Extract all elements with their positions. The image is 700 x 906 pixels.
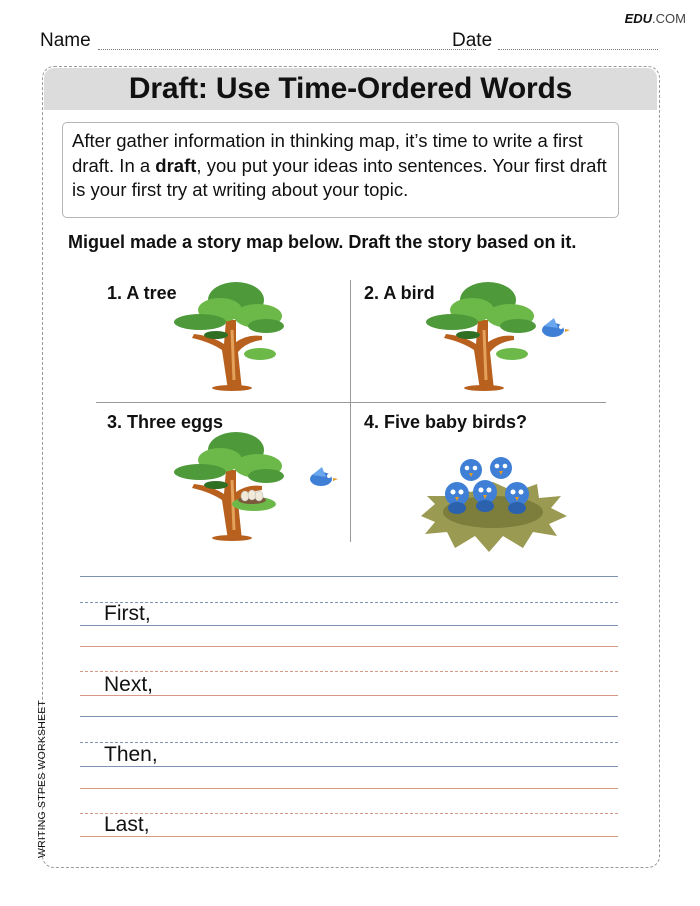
story-label-4: 4. Five baby birds? <box>364 412 528 432</box>
guide-line <box>80 788 618 789</box>
guide-line <box>80 625 618 626</box>
guide-line <box>80 836 618 837</box>
page-title: Draft: Use Time-Ordered Words <box>128 72 573 105</box>
story-label-1: 1. A tree <box>107 283 177 303</box>
tree-icon <box>170 280 290 392</box>
brand-logo <box>625 11 686 26</box>
title-band <box>44 68 657 110</box>
name-date-bar <box>40 30 660 54</box>
writing-label-then: Then, <box>104 743 158 766</box>
side-label: WRITING STPES WORKSHEET <box>36 699 48 858</box>
tree-with-eggs-icon <box>170 430 340 542</box>
grid-horizontal-divider <box>96 402 606 403</box>
nest-with-birds-icon <box>415 452 569 558</box>
writing-label-last: Last, <box>104 813 150 836</box>
grid-vertical-divider <box>350 280 351 542</box>
guide-line <box>80 813 618 814</box>
writing-label-next: Next, <box>104 673 154 696</box>
guide-line <box>80 671 618 672</box>
date-label: Date <box>452 30 493 51</box>
bird-icon <box>310 467 338 486</box>
guide-line <box>80 716 618 717</box>
story-label-3: 3. Three eggs <box>107 412 224 432</box>
intro-box <box>62 122 619 218</box>
instruction-text: Miguel made a story map below. Draft the story based on it. <box>68 232 577 252</box>
brand-suffix: .COM <box>652 11 686 26</box>
guide-line <box>80 742 618 743</box>
name-input-line[interactable] <box>98 49 476 50</box>
name-label: Name <box>40 30 91 51</box>
intro-bold-term: draft <box>155 154 197 176</box>
guide-line <box>80 766 618 767</box>
guide-line <box>80 646 618 647</box>
story-label-2: 2. A bird <box>364 283 435 303</box>
intro-text-2: , you put your ideas into sentences. Your first draft is your first try at writing about your topic. <box>72 154 607 200</box>
guide-line <box>80 602 618 603</box>
writing-label-first: First, <box>104 602 151 625</box>
tree-with-bird-icon <box>422 280 572 392</box>
guide-line <box>80 576 618 577</box>
guide-line <box>80 695 618 696</box>
bird-icon <box>542 318 570 337</box>
intro-text-1: After gather information in thinking map, it’s time to write a first draft. In a <box>72 130 583 176</box>
brand-name: EDU <box>624 11 653 26</box>
date-input-line[interactable] <box>498 49 658 50</box>
